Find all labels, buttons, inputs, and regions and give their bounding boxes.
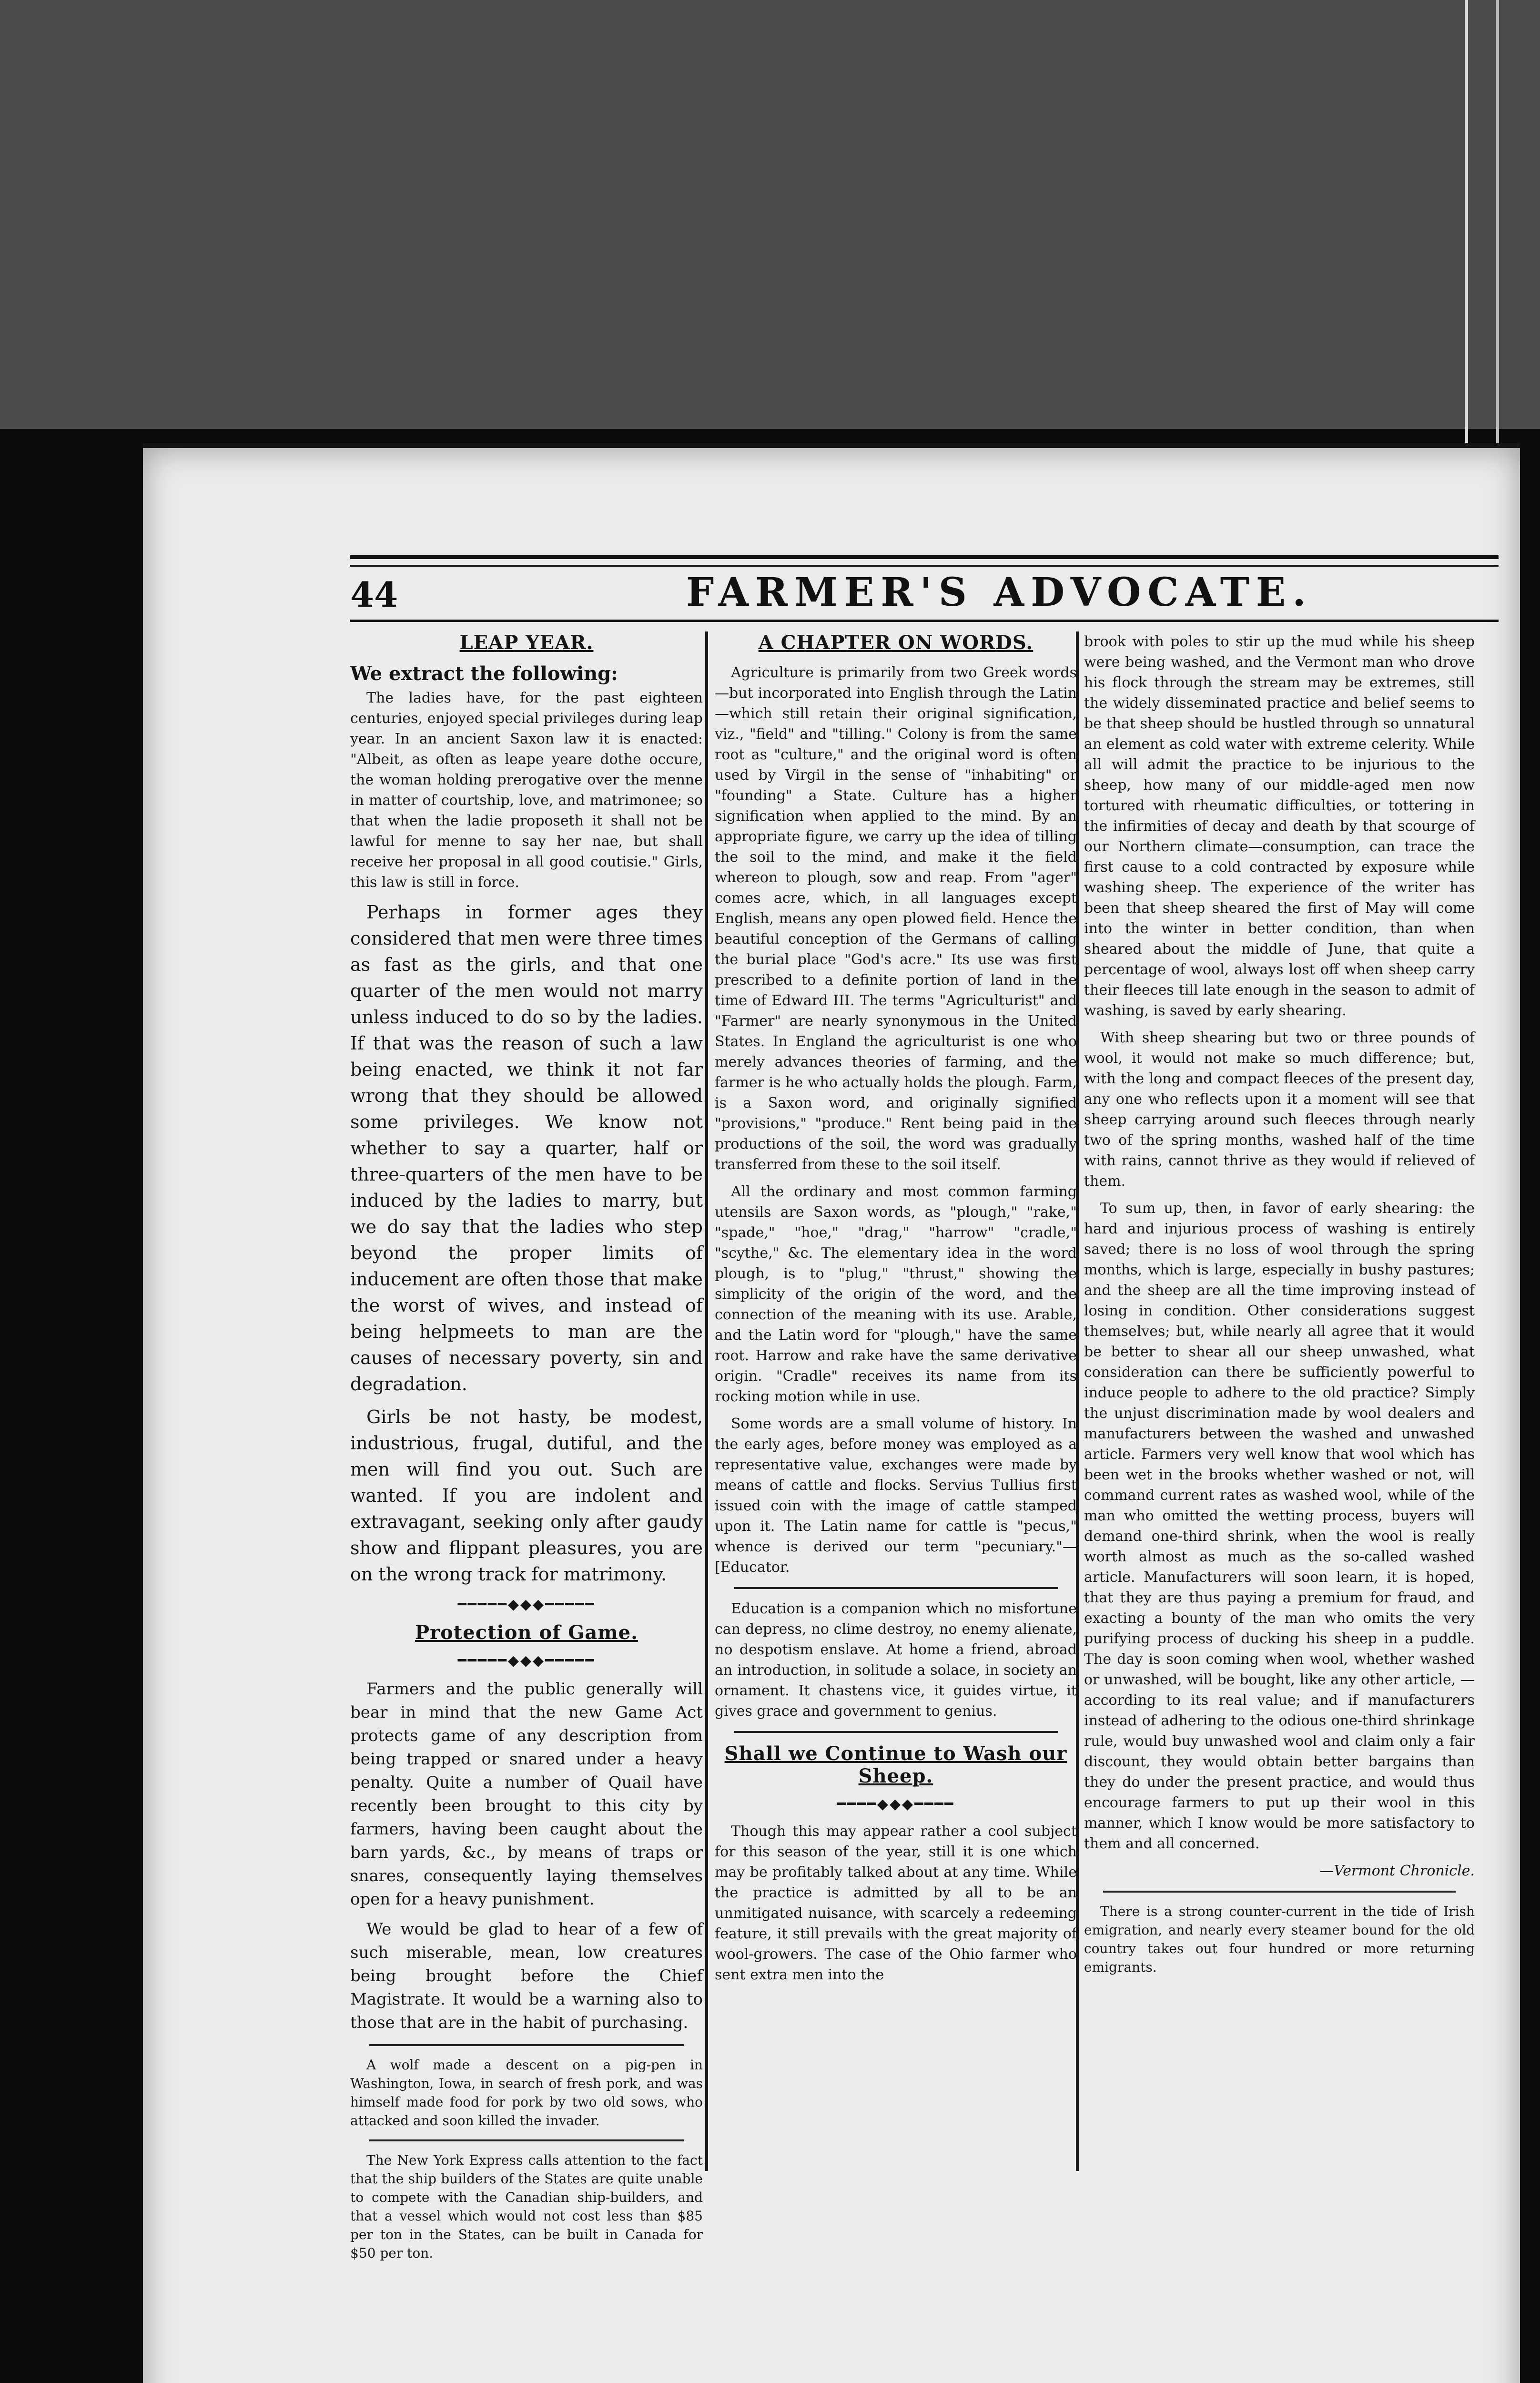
masthead: FARMER'S ADVOCATE.: [686, 570, 1313, 615]
leap-year-title: LEAP YEAR.: [459, 631, 594, 654]
leap-year-paragraph: Perhaps in former ages they considered that men were three times as fast as the girls, and that one quarter of the men would not marry unless induced to do so by the ladies. If that was the reason of such a law being enacted, we think it not far wrong that they should be allowed some privileges. We know not whether to say a quarter, half or three-quarters of the men have to be induced by the ladies to marry, but we do say that the ladies who step beyond the proper limits of inducement are often those that make the worst of wives, and instead of being helpmeets to man are the causes of necessary poverty, sin and degradation.: [350, 902, 703, 1395]
header-rule-top: [350, 555, 1499, 559]
game-title: Protection of Game.: [415, 1621, 638, 1644]
divider: [734, 1731, 1058, 1733]
header-rule-under: [350, 620, 1499, 622]
emigration-item: There is a strong counter-current in the tide of Irish emigration, and nearly every steamer bound for the old country takes out four hundred or more returning emigrants.: [1084, 1904, 1475, 1975]
column-rule: [705, 631, 708, 2171]
education-item: Education is a companion which no misfortune can depress, no clime destroy, no enemy alienate, no despotism enslave. At home a friend, abroad an introduction, in solitude a solace, in society an ornament. It chastens vice, it guides virtue, it gives grace and government to genius.: [715, 1600, 1077, 1720]
scanner-background-band: [0, 0, 1540, 429]
words-paragraph: All the ordinary and most common farming utensils are Saxon words, as "plough," "rake," "spade," "hoe," "drag," "harrow" "cradle," "scythe," &c. The elementary idea in the word plough, is to "plug," "thrust," showing the simplicity of the origin of the word, and the connection of the meaning with its use. Arable, and the Latin word for "plough," have the same root. Harrow and rake have the same derivative origin. "Cradle" receives its name from its rocking motion while in use.: [715, 1183, 1077, 1405]
column-3: [1084, 631, 1475, 1983]
section-ornament: ━━━━◆◆◆━━━━: [837, 1796, 955, 1813]
words-title: A CHAPTER ON WORDS.: [758, 631, 1033, 654]
divider: [734, 1587, 1058, 1589]
column-1: [350, 631, 703, 2269]
game-paragraph: Farmers and the public generally will bear in mind that the new Game Act protects game of any description from being trapped or snared under a heavy penalty. Quite a number of Quail have recently been brought to this city by farmers, having been caught about the barn yards, &c., by means of traps or snares, consequently laying themselves open for a heavy punishment.: [350, 1680, 703, 1909]
words-paragraph: Some words are a small volume of history. In the early ages, before money was employed as a representative value, exchanges were made by means of cattle and flocks. Servius Tullius first issued coin with the image of cattle stamped upon it. The Latin name for cattle is "pecus," whence is derived our term "pecuniary."—[Educator.: [715, 1416, 1077, 1576]
sheep-continued-paragraph: To sum up, then, in favor of early shearing: the hard and injurious process of washing is entirely saved; there is no loss of wool through the spring months, which is large, especially in bushy pastures; and the sheep are all the time improving instead of losing in condition. Other considerations suggest themselves; but, while nearly all agree that it would be better to shear all our sheep unwashed, what consideration can there be sufficiently powerful to induce people to adhere to the old practice? Simply the unjust discrimination made by wool dealers and manufacturers between the washed and unwashed article. Farmers very well know that wool which has been wet in the brooks whether washed or not, will command current rates as washed wool, while of the man who omitted the wetting process, buyers will demand one-third shrink, when the wool is really worth almost as much as the so-called washed article. Manufacturers will soon learn, it is hoped, that they are thus paying a premium for fraud, and exacting a bounty of the man who omits the very purifying process of ducking his sheep in a puddle. The day is soon coming when wool, whether washed or unwashed, will be bought, like any other article, —according to its real value; and if manufacturers instead of adhering to the odious one-third shrinkage rule, would buy unwashed wool and claim only a fair discount, they would obtain better bargains than they do under the present practice, and would thus encourage farmers to put up their wool in this manner, which I know would be more satisfactory to them and all concerned.: [1084, 1200, 1475, 1852]
ship-builders-item: The New York Express calls attention to the fact that the ship builders of the States are quite unable to compete with the Canadian ship-builders, and that a vessel which would not cost less than $85 per ton in the States, can be built in Canada for $50 per ton.: [350, 2152, 703, 2261]
page-number: 44: [350, 574, 398, 615]
divider: [369, 2044, 684, 2046]
words-paragraph: Agriculture is primarily from two Greek words—but incorporated into English through the Latin—which still retain their original signification, viz., "field" and "tilling." Colony is from the same root as "culture," and the original word is often used by Virgil in the sense of "inhabiting" or "founding" a State. Culture has a higher signification when applied to the mind. By an appropriate figure, we carry up the idea of tilling the soil to the mind, and make it the field whereon to plough, sow and reap. From "ager" comes acre, which, in all languages except English, means any open plowed field. Hence the beautiful conception of the Germans of calling the burial place "God's acre." Its use was first prescribed to a definite portion of land in the time of Edward III. The terms "Agriculturist" and "Farmer" are nearly synonymous in the United States. In England the agriculturist is one who merely advances theories of farming, and the farmer is he who actually holds the plough. Farm, is a Saxon word, and originally signified "provisions," "produce." Rent being paid in the productions of the soil, the word was gradually transferred from these to the soil itself.: [715, 664, 1077, 1173]
game-paragraph: We would be glad to hear of a few of such miserable, mean, low creatures being brought before the Chief Magistrate. It would be a warning also to those that are in the habit of purchasing.: [350, 1920, 703, 2032]
section-ornament: ━━━━━◆◆◆━━━━━: [457, 1596, 596, 1613]
sheep-paragraph: Though this may appear rather a cool subject for this season of the year, still it is one which may be profitably talked about at any time. While the practice is admitted by all to be an unmitigated nuisance, with scarcely a redeeming feature, it still prevails with the great majority of wool-growers. The case of the Ohio farmer who sent extra men into the: [715, 1823, 1077, 1983]
column-2: [715, 631, 1077, 1992]
sheep-title: Shall we Continue to Wash our Sheep.: [724, 1742, 1067, 1787]
leap-year-quote: The ladies have, for the past eighteen centuries, enjoyed special privileges during leap year. In an ancient Saxon law it is enacted: "Albeit, as often as leape yeare dothe occure, the woman holding prerogative over the menne in matter of courtship, love, and matrimonee; so that when the ladie proposeth it shall not be lawful for menne to say her nae, but shall receive her proposal in all good coutisie." Girls, this law is still in force.: [350, 690, 703, 891]
leap-year-paragraph: Girls be not hasty, be modest, industrious, frugal, dutiful, and the men will find you out. Such are wanted. If you are indolent and extravagant, seeking only after gaudy show and flippant pleasures, you are on the wrong track for matrimony.: [350, 1406, 703, 1585]
header-rule-bottom: [350, 565, 1499, 567]
leap-year-lead: We extract the following:: [350, 662, 618, 685]
wolf-item: A wolf made a descent on a pig-pen in Washington, Iowa, in search of fresh pork, and was himself made food for pork by two old sows, who attacked and soon killed the invader.: [350, 2057, 703, 2128]
divider: [1103, 1891, 1456, 1893]
divider: [369, 2139, 684, 2141]
source-credit: —Vermont Chronicle.: [1319, 1863, 1475, 1879]
section-ornament: ━━━━━◆◆◆━━━━━: [457, 1652, 596, 1669]
sheep-continued-paragraph: brook with poles to stir up the mud while his sheep were being washed, and the Vermont man who drove his flock through the stream may be extremes, still the widely disseminated practice and belief seems to be that sheep should be hustled through so unnatural an element as cold water with extreme celerity. While all will admit the practice to be injurious to the sheep, how many of our middle-aged men now tortured with rheumatic difficulties, or tottering in the infirmities of decay and death by that scourge of our Northern climate—consumption, can trace the first cause to a cold contracted by exposure while washing sheep. The experience of the writer has been that sheep sheared the first of May will come into the winter in better condition, than when sheared about the middle of June, that quite a percentage of wool, always lost off when sheep carry their fleeces till late enough in the season to admit of washing, is saved by early shearing.: [1084, 633, 1475, 1019]
sheep-continued-paragraph: With sheep shearing but two or three pounds of wool, it would not make so much difference; but, with the long and compact fleeces of the present day, any one who reflects upon it a moment will see that sheep carrying around such fleeces through nearly two of the spring months, washed half of the time with rains, cannot thrive as they would if relieved of them.: [1084, 1029, 1475, 1190]
